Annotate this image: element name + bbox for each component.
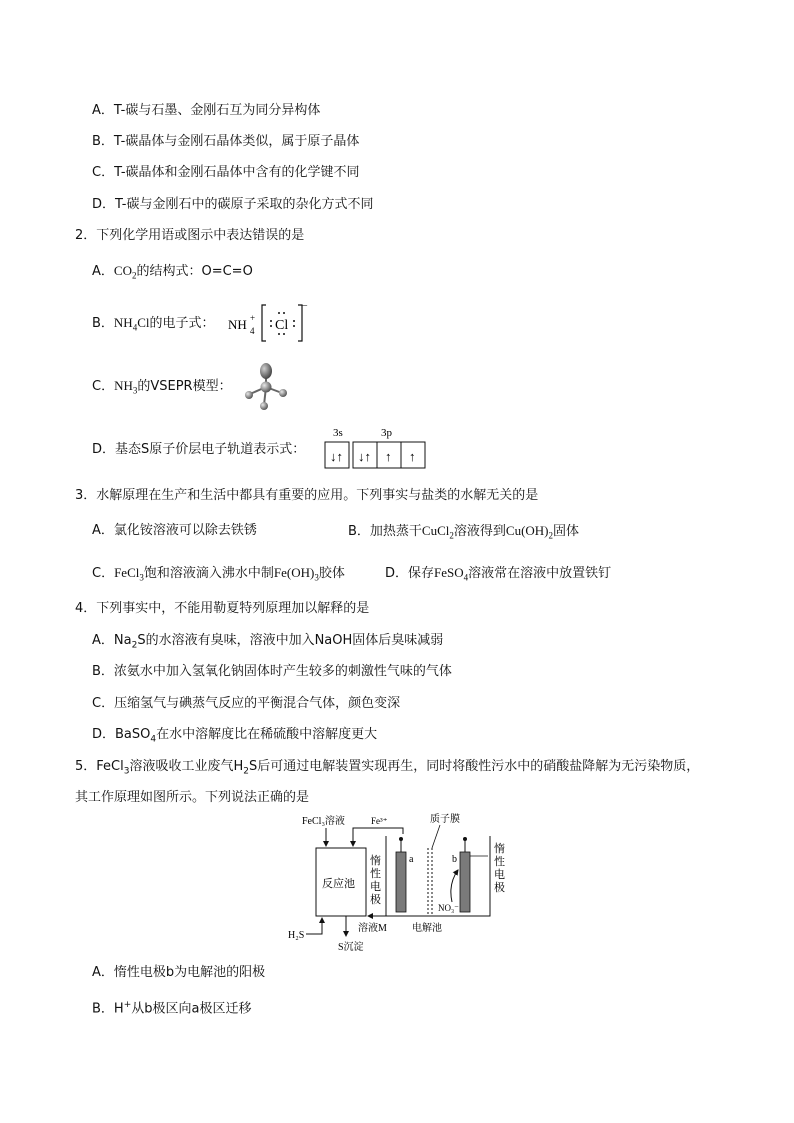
q5-option-b: B．H+从b极区向a极区迁移: [92, 1000, 252, 1017]
q3-stem: 3．水解原理在生产和生活中都具有重要的应用。下列事实与盐类的水解无关的是: [75, 488, 539, 503]
q1-option-b: B．T-碳晶体与金刚石晶体类似，属于原子晶体: [92, 134, 360, 149]
q4-option-c: C．压缩氢气与碘蒸气反应的平衡混合气体，颜色变深: [92, 696, 401, 711]
q2-option-c: C．$NH_3$的VSEPR模型：: [92, 378, 232, 396]
q2-option-d: D．基态S原子价层电子轨道表示式：: [92, 442, 306, 457]
orbital-3p-label: 3p: [381, 427, 392, 439]
q3-option-a: A．氯化铵溶液可以除去铁锈: [92, 523, 257, 538]
vsepr-model-image: [240, 360, 292, 412]
q5-stem-line1: 5．FeCl$_3$溶液吸收工业废气$H_2S$后可通过电解装置实现再生，同时将酸性污水中的硝酸盐降解为无污染物质，: [75, 759, 700, 777]
fe3-label: Fe³⁺: [371, 816, 388, 826]
electron-dot-formula: [228, 301, 312, 345]
electrode-b-label: b: [452, 854, 457, 865]
q5-stem-line2: 其工作原理如图所示。下列说法正确的是: [75, 790, 310, 805]
q1-option-d: D．T-碳与金刚石中的碳原子采取的杂化方式不同: [92, 197, 374, 212]
orbital-diagram: [323, 424, 435, 472]
chloride-label: Cl: [275, 318, 289, 333]
q4-option-d: D．BaSO$_4$在水中溶解度比在稀硫酸中溶解度更大: [92, 727, 378, 745]
chloride-charge: −: [302, 301, 308, 312]
q1-option-c: C．T-碳晶体和金刚石晶体中含有的化学键不同: [92, 165, 360, 180]
orbital-3s-label: 3s: [333, 427, 343, 439]
q3-option-d: D．保存FeSO$_4$溶液常在溶液中放置铁钉: [385, 565, 612, 583]
h2s-label: H₂S: [288, 930, 305, 941]
left-electrode-label: 惰性电极: [370, 855, 381, 906]
nitrate-label: NO₃⁻: [438, 903, 459, 913]
q3-option-c: C．FeCl$_3$饱和溶液滴入沸水中制$Fe(OH)_3$胶体: [92, 565, 345, 583]
electrolysis-diagram: [280, 812, 520, 960]
q1-option-a: A．T-碳与石墨、金刚石互为同分异构体: [92, 103, 321, 118]
q3-option-b: B．加热蒸干CuCl$_2$溶液得到$Cu(OH)_2$固体: [348, 523, 580, 541]
orbital-box-4: ↑: [409, 449, 416, 464]
q2-option-b: B．$NH_4Cl$的电子式：: [92, 315, 215, 333]
sulfur-precipitate-label: S沉淀: [338, 942, 364, 953]
cell-label: 电解池: [412, 923, 442, 934]
reactor-label: 反应池: [322, 878, 355, 890]
solution-m-label: 溶液M: [358, 923, 387, 934]
ammonium-charge: +: [250, 313, 256, 323]
right-electrode-label: 惰性电极: [494, 843, 505, 894]
orbital-box-3: ↑: [385, 449, 392, 464]
orbital-box-1: ↓↑: [330, 449, 343, 464]
q2-option-a: A．$CO_2$的结构式：O=C=O: [92, 263, 253, 281]
orbital-box-2: ↓↑: [358, 449, 371, 464]
ammonium-label: NH: [228, 317, 247, 332]
q2-stem: 2．下列化学用语或图示中表达错误的是: [75, 228, 305, 243]
ammonium-sub: 4: [250, 326, 255, 336]
q5-option-a: A．惰性电极b为电解池的阳极: [92, 965, 266, 980]
electrode-a-label: a: [409, 854, 414, 865]
q4-option-b: B．浓氨水中加入氢氧化钠固体时产生较多的刺激性气味的气体: [92, 664, 452, 679]
q4-option-a: A．$Na_2S$的水溶液有臭味，溶液中加入NaOH固体后臭味减弱: [92, 633, 444, 651]
fecl3-label: FeCl₃溶液: [302, 816, 345, 827]
q4-stem: 4．下列事实中，不能用勒夏特列原理加以解释的是: [75, 601, 370, 616]
membrane-label: 质子膜: [430, 814, 460, 825]
